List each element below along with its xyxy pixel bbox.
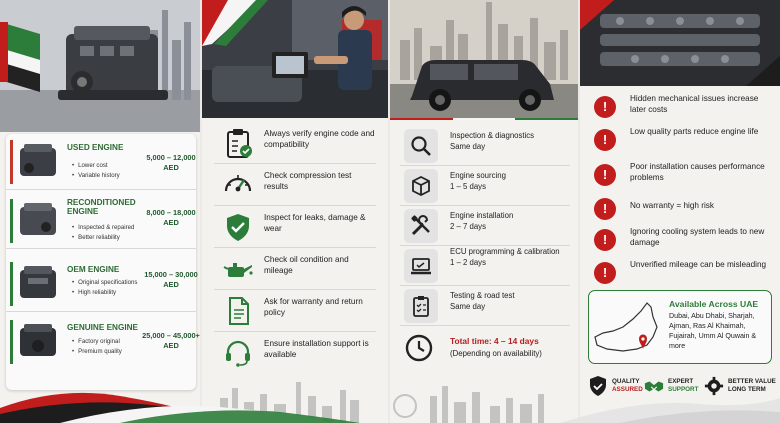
risks-panel xyxy=(580,0,780,423)
price-currency: AED xyxy=(163,162,179,172)
accent-bar xyxy=(10,320,13,364)
checklist-item xyxy=(214,166,376,206)
timeline-step xyxy=(400,126,570,166)
step-icon-box xyxy=(404,129,438,163)
price-range: 5,000 – 12,000 xyxy=(146,153,196,162)
checklist-text: Check compression test results xyxy=(264,171,352,192)
engine-type-name: USED ENGINE xyxy=(67,143,124,152)
engine-price xyxy=(142,331,200,351)
engine-price xyxy=(142,153,200,173)
box-icon xyxy=(409,174,433,198)
step-text xyxy=(450,211,570,232)
price-currency: AED xyxy=(163,279,179,289)
headset-icon xyxy=(222,337,254,369)
clipboard-check-icon xyxy=(222,127,254,159)
timeline-step xyxy=(400,166,570,206)
checklist-text: Ensure installation support is available xyxy=(264,339,369,360)
uae-flag-wave-decor xyxy=(0,378,780,423)
laptop-icon xyxy=(409,254,433,278)
clock-icon xyxy=(404,333,434,363)
engine-feature: • High reliability xyxy=(72,288,137,298)
engine-feature: • Premium quality xyxy=(72,347,122,357)
shield-check-icon xyxy=(222,211,254,243)
price-range: 8,000 – 18,000 xyxy=(146,208,196,217)
alert-icon: ! xyxy=(594,129,616,151)
risk-item xyxy=(590,125,772,158)
checklist-text: Ask for warranty and return policy xyxy=(264,297,363,318)
risk-text: Low quality parts reduce engine life xyxy=(630,127,759,136)
risk-text: Hidden mechanical issues increase later costs xyxy=(630,94,759,114)
step-text xyxy=(450,247,570,268)
engine-thumbnail xyxy=(16,140,60,182)
alert-icon: ! xyxy=(594,164,616,186)
timeline-panel xyxy=(390,0,578,423)
timeline-step xyxy=(400,206,570,246)
engine-hero-photo xyxy=(0,0,200,132)
checklist-panel xyxy=(202,0,388,423)
engine-thumbnail xyxy=(16,320,60,362)
engine-type-oem xyxy=(6,256,196,312)
tools-icon xyxy=(409,214,433,238)
engine-types-panel xyxy=(0,0,200,423)
step-title: Engine installation xyxy=(450,211,514,220)
engine-feature: • Lower cost xyxy=(72,161,120,171)
step-icon-box xyxy=(404,209,438,243)
risk-item xyxy=(590,92,772,125)
engine-feature-list xyxy=(72,161,120,181)
total-time xyxy=(400,331,570,367)
engine-type-reconditioned xyxy=(6,193,196,249)
engine-feature-list xyxy=(72,223,134,243)
accent-bar xyxy=(10,140,13,184)
step-title: Testing & road test xyxy=(450,291,515,300)
risk-text: Unverified mileage can be misleading xyxy=(630,260,767,269)
step-duration: 1 – 5 days xyxy=(450,181,486,191)
risk-text: Poor installation causes performance problems xyxy=(630,162,765,182)
checklist-item xyxy=(214,250,376,290)
checklist-icon xyxy=(409,294,433,318)
engine-feature: • Original specifications xyxy=(72,278,137,288)
magnifier-icon xyxy=(409,134,433,158)
engine-closeup-photo xyxy=(580,0,780,86)
engine-types-card xyxy=(6,134,200,390)
engine-price xyxy=(142,270,200,290)
oil-can-icon xyxy=(222,253,254,285)
engine-type-name: OEM ENGINE xyxy=(67,265,120,274)
step-duration: 1 – 2 days xyxy=(450,257,486,267)
engine-type-used xyxy=(6,134,196,190)
step-duration: Same day xyxy=(450,141,486,151)
engine-feature-list xyxy=(72,337,122,357)
step-duration: 2 – 7 days xyxy=(450,221,486,231)
timeline-step xyxy=(400,246,570,286)
engine-type-name: RECONDITIONED ENGINE xyxy=(67,198,136,217)
uae-map-icon xyxy=(593,297,661,357)
engine-feature: • Better reliability xyxy=(72,233,134,243)
engine-feature: • Inspected & repaired xyxy=(72,223,134,233)
badge-line1: EXPERT xyxy=(668,378,694,385)
timeline-step xyxy=(400,286,570,326)
price-currency: AED xyxy=(163,217,179,227)
availability-box xyxy=(588,290,772,364)
risk-item xyxy=(590,225,772,258)
step-title: ECU programming & calibration xyxy=(450,247,560,256)
engine-feature-list xyxy=(72,278,137,298)
engine-type-genuine xyxy=(6,314,200,370)
risk-text: Ignoring cooling system leads to new damage xyxy=(630,227,765,247)
engine-price xyxy=(142,208,200,228)
risk-item xyxy=(590,160,772,193)
step-text xyxy=(450,291,570,312)
badge-line2: LONG TERM xyxy=(728,386,766,393)
checklist-item xyxy=(214,124,376,164)
alert-icon: ! xyxy=(594,96,616,118)
checklist-text: Check oil condition and mileage xyxy=(264,255,349,276)
step-text xyxy=(450,171,570,192)
gauge-icon xyxy=(222,169,254,201)
step-icon-box xyxy=(404,249,438,283)
document-icon xyxy=(222,295,254,327)
checklist-item xyxy=(214,292,376,332)
checklist-text: Inspect for leaks, damage & wear xyxy=(264,213,366,234)
step-icon-box xyxy=(404,289,438,323)
accent-bar xyxy=(10,199,13,243)
badge-line1: QUALITY xyxy=(612,378,640,385)
checklist-text: Always verify engine code and compatibility xyxy=(264,129,375,150)
risk-item xyxy=(590,258,772,291)
engine-type-name: GENUINE ENGINE xyxy=(67,323,138,332)
total-time-note: (Depending on availability) xyxy=(450,349,542,358)
alert-icon: ! xyxy=(594,198,616,220)
price-range: 25,000 – 45,000+ xyxy=(142,331,200,340)
checklist-item xyxy=(214,334,376,374)
badge-line2: ASSURED xyxy=(612,386,643,393)
total-time-label: Total time: 4 – 14 days xyxy=(450,336,539,346)
step-duration: Same day xyxy=(450,301,486,311)
availability-heading: Available Across UAE xyxy=(669,299,759,309)
engine-thumbnail xyxy=(16,262,60,304)
mechanic-photo xyxy=(202,0,388,118)
price-currency: AED xyxy=(163,340,179,350)
price-range: 15,000 – 30,000 xyxy=(144,270,198,279)
step-title: Engine sourcing xyxy=(450,171,506,180)
step-title: Inspection & diagnostics xyxy=(450,131,535,140)
risk-text: No warranty = high risk xyxy=(630,201,714,210)
risk-item xyxy=(590,194,772,227)
badge-line1: BETTER VALUE xyxy=(728,378,776,385)
engine-feature: • Variable history xyxy=(72,171,120,181)
suv-photo xyxy=(390,0,578,120)
engine-thumbnail xyxy=(16,199,60,241)
step-icon-box xyxy=(404,169,438,203)
step-text xyxy=(450,131,570,152)
availability-areas: Dubai, Abu Dhabi, Sharjah, Ajman, Ras Al Khaimah, Fujairah, Umm Al Quwain & more xyxy=(669,312,757,350)
engine-feature: • Factory original xyxy=(72,337,122,347)
badge-line2: SUPPORT xyxy=(668,386,699,393)
checklist-item xyxy=(214,208,376,248)
accent-bar xyxy=(10,262,13,306)
alert-icon: ! xyxy=(594,262,616,284)
alert-icon: ! xyxy=(594,229,616,251)
